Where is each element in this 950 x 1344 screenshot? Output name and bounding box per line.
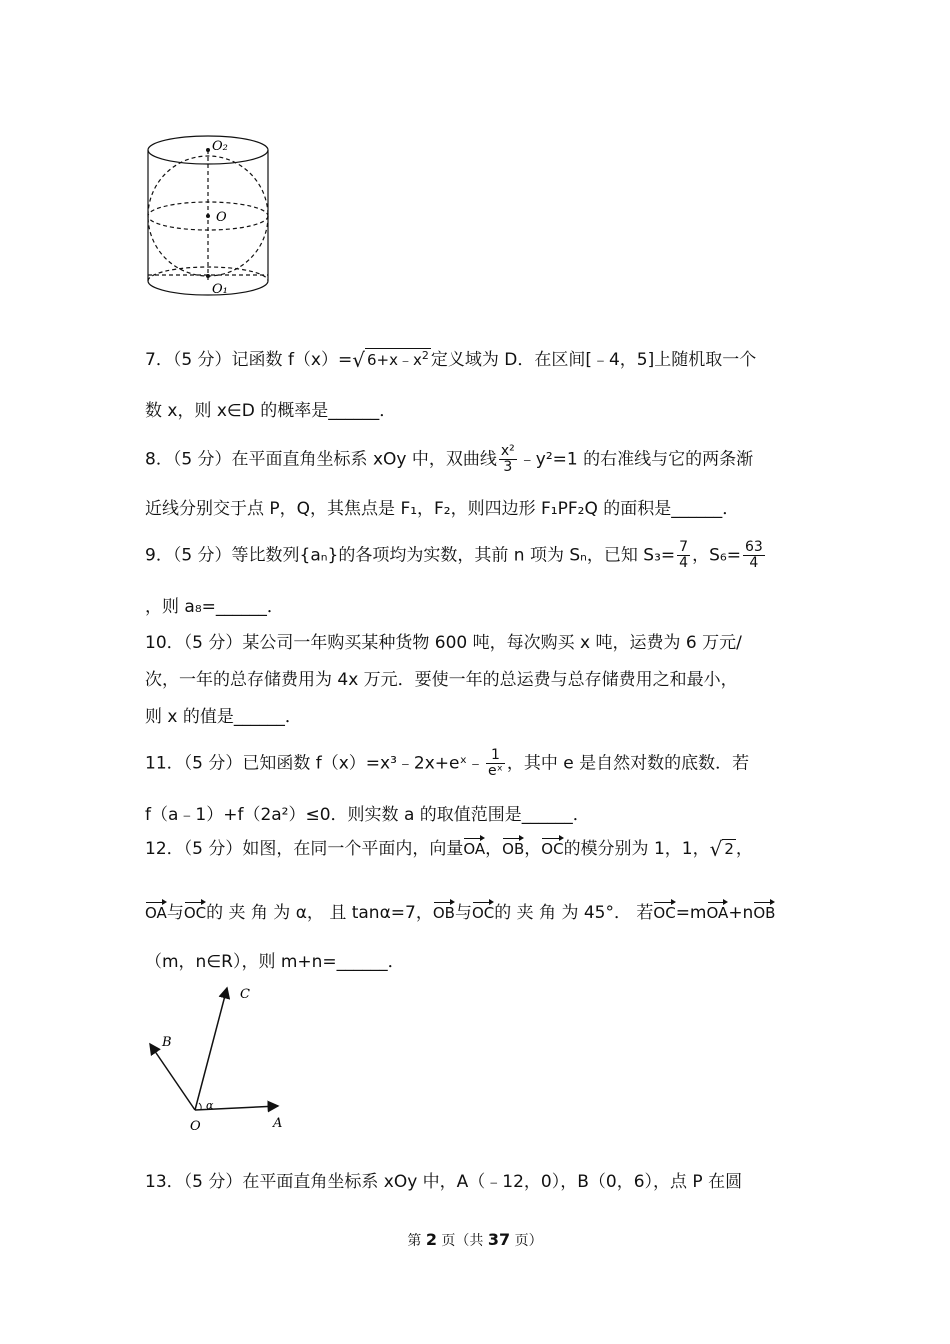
label-a: A <box>273 1116 283 1131</box>
q11-line2: f（a﹣1）+f（2a²）≤0．则实数 a 的取值范围是______． <box>145 805 590 825</box>
sqrt-2: 2 <box>724 840 734 858</box>
vector-oa: OA <box>463 836 485 858</box>
vector-oc: OC <box>541 836 563 858</box>
q10-line1: 10．（5 分）某公司一年购买某种货物 600 吨，每次购买 x 吨，运费为 6 万元/ <box>145 633 742 653</box>
q7-radicand: $6+x﹣x^2$ <box>366 349 429 369</box>
q12-line1: 12．（5 分）如图，在同一个平面内，向量OA，OB，OC的模分别为 1，1，√ 2 ， <box>145 837 753 861</box>
q10-line3: 则 x 的值是______． <box>145 707 302 727</box>
label-o-vec: O <box>190 1119 201 1134</box>
q8-fraction: $\frac{\text{x²}}{3}$ <box>500 443 515 475</box>
q7-line2: 数 x，则 x∈D 的概率是______． <box>145 401 397 421</box>
q9-line1: 9．（5 分）等比数列{aₙ}的各项均为实数，其前 n 项为 Sₙ，已知 S₃= $\frac{7}{4}$ ，S₆= $\frac{63}{4}$ <box>145 539 763 571</box>
page-total: 37 <box>487 1230 511 1249</box>
label-b: B <box>162 1035 172 1050</box>
q12-line3: （m，n∈R），则 m+n=______． <box>145 952 405 972</box>
label-o2: O₂ <box>212 139 228 154</box>
page-number: 2 <box>425 1230 437 1249</box>
label-c: C <box>240 987 250 1002</box>
q7-line1: 7．（5 分）记函数 f（x）=√ $6+x﹣x^2$ 定义域为 D．在区间[﹣4，5]上随机取一个 <box>145 348 757 372</box>
cylinder-sphere-figure <box>140 128 280 308</box>
vector-ob-arrow <box>150 1044 195 1110</box>
vector-oc-arrow <box>195 988 227 1110</box>
label-o: O <box>216 210 227 225</box>
vector-ob: OB <box>502 836 524 858</box>
q9-fraction-s3: $\frac{7}{4}$ <box>679 539 689 571</box>
cylinder-bottom-front <box>148 281 268 295</box>
q11-line1: 11．（5 分）已知函数 f（x）=x³﹣2x+eˣ﹣ $\frac{1}{\text{eˣ}}$ ，其中 e 是自然对数的底数．若 <box>145 747 750 779</box>
page-footer: 第 2 页（共 37 页） <box>407 1230 543 1249</box>
vector-figure <box>140 980 300 1140</box>
label-alpha: α <box>206 1099 214 1112</box>
q12-line2: OA与OC的 夹 角 为 α， 且 tanα=7，OB与OC的 夹 角 为 45°． 若OC=mOA+nOB <box>145 898 775 923</box>
label-o1: O₁ <box>212 282 228 297</box>
q13-line1: 13．（5 分）在平面直角坐标系 xOy 中，A（﹣12，0），B（0，6），点 P 在圆 <box>145 1172 743 1192</box>
q9-line2: ，则 a₈=______． <box>145 597 284 617</box>
q9-fraction-s6: $\frac{63}{4}$ <box>744 539 763 571</box>
q11-fraction: $\frac{1}{\text{eˣ}}$ <box>488 747 503 779</box>
q8-line2: 近线分别交于点 P，Q，其焦点是 F₁，F₂，则四边形 F₁PF₂Q 的面积是______． <box>145 499 740 519</box>
q8-line1: 8．（5 分）在平面直角坐标系 xOy 中，双曲线 $\frac{\text{x²}}{3}$ ﹣y²=1 的右准线与它的两条渐 <box>145 443 754 475</box>
q10-line2: 次，一年的总存储费用为 4x 万元．要使一年的总运费与总存储费用之和最小， <box>145 670 738 690</box>
